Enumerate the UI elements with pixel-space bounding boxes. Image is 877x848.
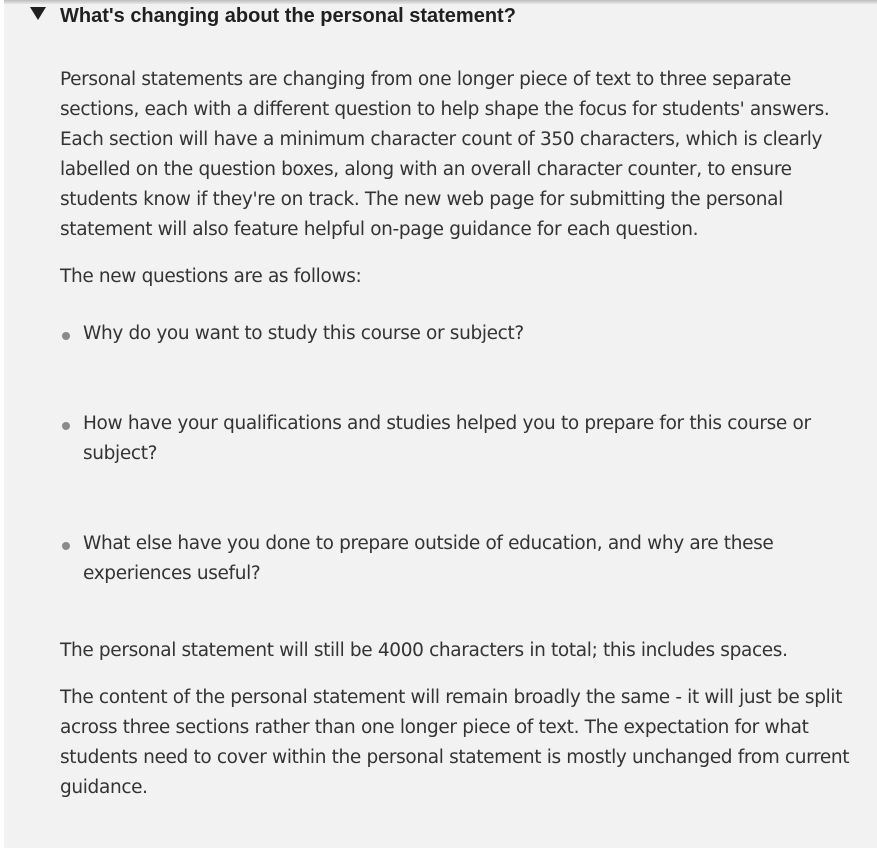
question-text: How have your qualifications and studies helped you to prepare for this course or subject? bbox=[83, 413, 811, 464]
bullet-icon bbox=[62, 422, 70, 430]
accordion-content bbox=[60, 65, 860, 820]
closing-paragraph: The content of the personal statement will remain broadly the same - it will just be split across three sections rather than one longer piece of text. The expectation for what students need to cover within the personal statement is mostly unchanged from current guidance. bbox=[60, 687, 850, 798]
bullet-icon bbox=[62, 332, 70, 340]
bullet-icon bbox=[62, 542, 70, 550]
intro-paragraph: Personal statements are changing from one longer piece of text to three separate sections, each with a different question to help shape the focus for students' answers. Each section will have a minimum character count of 350 characters, which is clearly labelled on the question boxes, along with an overall character counter, to ensure students know if they're on track. The new web page for submitting the personal statement will also feature helpful on-page guidance for each question. bbox=[60, 69, 830, 240]
total-characters-note: The personal statement will still be 4000 characters in total; this includes spaces. bbox=[60, 640, 788, 661]
accordion-panel bbox=[4, 0, 877, 848]
list-item bbox=[60, 529, 860, 589]
questions-intro: The new questions are as follows: bbox=[60, 266, 362, 287]
accordion-heading: What's changing about the personal statement? bbox=[60, 5, 516, 27]
question-text: Why do you want to study this course or subject? bbox=[83, 323, 524, 344]
accordion-summary-toggle[interactable] bbox=[4, 0, 877, 34]
questions-list bbox=[60, 319, 860, 589]
list-item bbox=[60, 319, 860, 349]
list-item bbox=[60, 409, 860, 469]
triangle-down-icon[interactable] bbox=[30, 7, 46, 20]
question-text: What else have you done to prepare outside of education, and why are these experiences useful? bbox=[83, 533, 774, 584]
